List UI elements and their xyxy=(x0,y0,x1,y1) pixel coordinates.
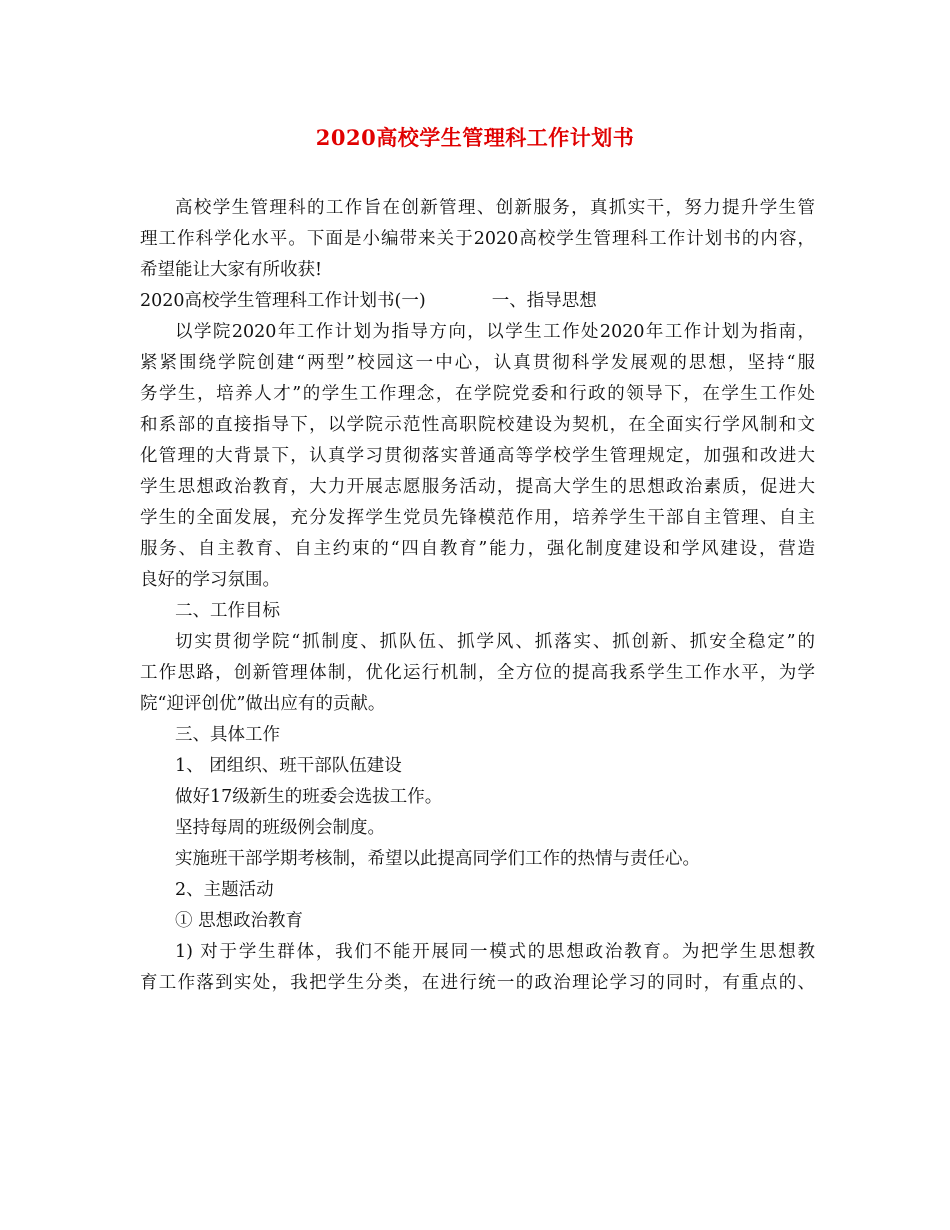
paragraph-line: 和系部的直接指导下，以学院示范性高职院校建设为契机，在全面实行学风制和文 xyxy=(140,415,815,435)
paragraph-line: 学生的全面发展，充分发挥学生党员先锋模范作用，培养学生干部自主管理、自主 xyxy=(140,508,815,528)
paragraph-line: 1) 对于学生群体，我们不能开展同一模式的思想政治教育。为把学生思想教 xyxy=(175,942,815,962)
subsection-heading: 2、主题活动 xyxy=(175,880,274,900)
list-item: 做好17级新生的班委会选拔工作。 xyxy=(175,787,443,807)
list-item: 实施班干部学期考核制，希望以此提高同学们工作的热情与责任心。 xyxy=(175,849,700,869)
document-body xyxy=(140,193,815,999)
section-heading: 二、工作目标 xyxy=(175,601,280,621)
paragraph-line: 以学院2020年工作计划为指导方向，以学生工作处2020年工作计划为指南， xyxy=(175,322,815,342)
paragraph-line: 化管理的大背景下，认真学习贯彻落实普通高等学校学生管理规定，加强和改进大 xyxy=(140,446,815,466)
paragraph-line: 良好的学习氛围。 xyxy=(140,570,280,590)
paragraph-line: 务学生，培养人才”的学生工作理念，在学院党委和行政的领导下，在学生工作处 xyxy=(140,384,815,404)
paragraph-line: 切实贯彻学院“抓制度、抓队伍、抓学风、抓落实、抓创新、抓安全稳定”的 xyxy=(175,632,815,652)
subsection-heading: 1、 团组织、班干部队伍建设 xyxy=(175,756,402,776)
spacer xyxy=(426,286,492,317)
section-heading: 一、指导思想 xyxy=(491,291,597,311)
paragraph-line: 育工作落到实处，我把学生分类，在进行统一的政治理论学习的同时，有重点的、 xyxy=(140,973,815,993)
paragraph-line: 工作思路，创新管理体制，优化运行机制，全方位的提高我系学生工作水平，为学 xyxy=(140,663,815,683)
paragraph-line: 希望能让大家有所收获! xyxy=(140,260,323,280)
section-heading: 三、具体工作 xyxy=(175,725,280,745)
paragraph-line: 学生思想政治教育，大力开展志愿服务活动，提高大学生的思想政治素质，促进大 xyxy=(140,477,815,497)
paragraph-line: 紧紧围绕学院创建“两型”校园这一中心，认真贯彻科学发展观的思想，坚持“服 xyxy=(140,353,815,373)
paragraph-line: 服务、自主教育、自主约束的“四自教育”能力，强化制度建设和学风建设，营造 xyxy=(140,539,815,559)
paragraph-line: 院“迎评创优”做出应有的贡献。 xyxy=(140,694,386,714)
section-heading-row xyxy=(140,286,815,317)
document-title: 2020高校学生管理科工作计划书 xyxy=(315,125,635,150)
subsection-heading: ① 思想政治教育 xyxy=(175,911,304,931)
plan-subtitle: 2020高校学生管理科工作计划书(一) xyxy=(140,291,426,311)
paragraph-line: 理工作科学化水平。下面是小编带来关于2020高校学生管理科工作计划书的内容， xyxy=(140,229,815,249)
list-item: 坚持每周的班级例会制度。 xyxy=(175,818,385,838)
paragraph-line: 高校学生管理科的工作旨在创新管理、创新服务，真抓实干，努力提升学生管 xyxy=(175,198,815,218)
